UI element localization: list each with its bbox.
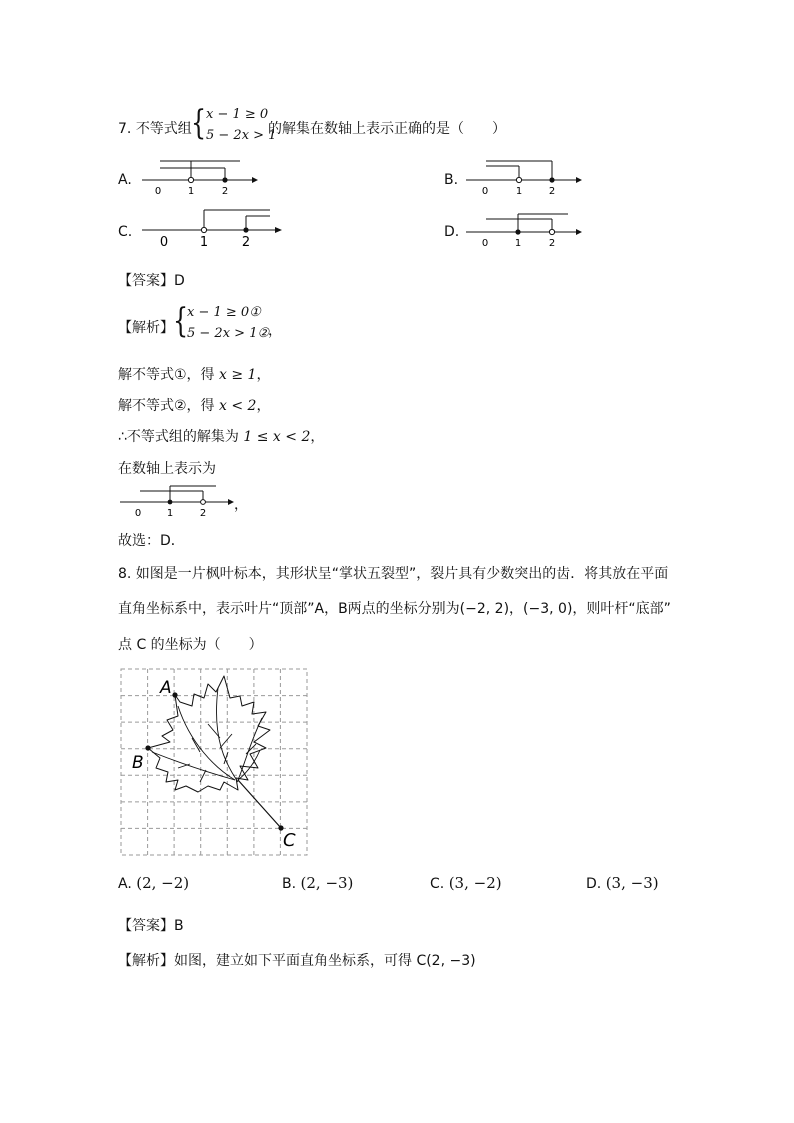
q7-system-line2: 5 − 2x > 1	[206, 128, 277, 143]
q8-option-b	[282, 874, 353, 892]
q8-option-d-value: (3, −3)	[605, 874, 659, 892]
point-solid	[243, 227, 248, 232]
tick-2: 2	[548, 238, 556, 249]
q7-step3-text: ∴不等式组的解集为	[118, 429, 239, 445]
point-open	[516, 177, 521, 182]
q8-option-d-label: D.	[586, 876, 602, 892]
q7-result-numberline	[118, 478, 242, 520]
q8-option-c-label: C.	[430, 876, 445, 892]
label-b: B	[132, 753, 144, 773]
q8-option-d	[586, 874, 659, 892]
q7-step2-math: x < 2	[219, 398, 257, 414]
q7-step2-text: 解不等式②，得	[118, 398, 215, 414]
tick-0: 0	[134, 508, 142, 519]
label-c: C	[283, 830, 296, 851]
point-solid	[549, 177, 554, 182]
q7-number: 7.	[118, 121, 132, 137]
q7-step3-post: ，	[310, 429, 325, 445]
q7-option-d-label: D.	[444, 224, 460, 240]
tick-2: 2	[199, 508, 207, 519]
tick-1: 1	[166, 508, 174, 519]
tick-0: 0	[159, 235, 169, 250]
point-b	[145, 745, 150, 750]
q7-stem-suffix: 的解集在数轴上表示正确的是（ ）	[268, 121, 506, 137]
tick-1: 1	[187, 186, 195, 197]
q7-option-a-numberline	[140, 152, 260, 198]
point-open	[188, 177, 193, 182]
q7-option-c-label: C.	[118, 224, 133, 240]
q8-option-a-label: A.	[118, 876, 132, 892]
q7-step4: 在数轴上表示为	[118, 461, 216, 477]
axis-arrow	[275, 227, 282, 233]
q7-answer: 【答案】D	[118, 273, 185, 289]
q7-option-d-numberline	[464, 204, 588, 250]
tick-2: 2	[548, 186, 556, 197]
q8-maple-leaf-figure	[120, 668, 310, 858]
point-solid	[515, 229, 520, 234]
q7-system-line1: x − 1 ≥ 0	[206, 107, 269, 122]
tick-1: 1	[514, 238, 522, 249]
axis-arrow	[576, 177, 582, 183]
q7-system	[206, 104, 276, 146]
leaf-stem	[238, 780, 281, 828]
q8-stem-line3: 点 C 的坐标为（ ）	[118, 637, 263, 653]
q7-step1-math: x ≥ 1	[219, 367, 257, 383]
q8-option-a-value: (2, −2)	[136, 874, 190, 892]
tick-0: 0	[481, 186, 489, 197]
q8-stem-line1: 8. 如图是一片枫叶标本，其形状呈“掌状五裂型”，裂片具有少数突出的齿．将其放在平面	[118, 566, 669, 582]
maple-leaf-veins	[152, 688, 262, 782]
q7-step1-text: 解不等式①，得	[118, 367, 215, 383]
tick-0: 0	[154, 186, 162, 197]
q8-analysis: 【解析】如图，建立如下平面直角坐标系，可得 C(2, −3)	[118, 953, 476, 969]
q7-stem	[118, 118, 192, 138]
point-open	[201, 500, 206, 505]
q7-option-b-numberline	[464, 152, 588, 198]
q7-analysis-system	[187, 302, 269, 344]
q7-result-comma: ，	[234, 497, 248, 513]
q7-analysis-line1: x − 1 ≥ 0①	[187, 305, 261, 320]
q7-analysis-label: 【解析】	[118, 320, 174, 336]
q8-option-a	[118, 874, 189, 892]
q8-option-b-label: B.	[282, 876, 297, 892]
q7-step2	[118, 395, 270, 415]
q7-step1	[118, 364, 270, 384]
q7-option-a-label: A.	[118, 172, 132, 188]
q8-option-c	[430, 874, 502, 892]
q7-system-brace: {	[191, 103, 207, 143]
q8-option-c-value: (3, −2)	[448, 874, 502, 892]
q7-option-c-numberline	[140, 202, 288, 252]
q8-stem-line2: 直角坐标系中，表示叶片“顶部”A，B两点的坐标分别为(−2, 2)，(−3, 0)，则叶杆“底部”	[118, 601, 671, 617]
point-open	[201, 227, 206, 232]
q7-choose: 故选：D．	[118, 533, 185, 549]
tick-1: 1	[515, 186, 523, 197]
point-solid	[222, 177, 227, 182]
point-a	[172, 692, 177, 697]
q7-analysis-brace: {	[173, 301, 189, 341]
axis-arrow	[252, 177, 258, 183]
tick-0: 0	[481, 238, 489, 249]
tick-2: 2	[241, 235, 251, 250]
axis-arrow	[576, 229, 582, 235]
tick-1: 1	[199, 235, 209, 250]
q7-step3	[118, 426, 324, 446]
q8-answer: 【答案】B	[118, 918, 184, 934]
q7-analysis-line2: 5 − 2x > 1②	[187, 326, 270, 341]
q8-option-b-value: (2, −3)	[300, 874, 354, 892]
point-open	[549, 229, 554, 234]
q7-option-b-label: B.	[444, 172, 459, 188]
tick-2: 2	[221, 186, 229, 197]
q7-step1-post: ，	[256, 367, 271, 383]
q7-step2-post: ，	[256, 398, 271, 414]
q7-step3-math: 1 ≤ x < 2	[243, 429, 311, 445]
point-solid	[168, 500, 173, 505]
q7-stem-prefix: 不等式组	[135, 121, 192, 137]
label-a: A	[160, 678, 172, 698]
q7-analysis-comma: ，	[268, 323, 282, 339]
